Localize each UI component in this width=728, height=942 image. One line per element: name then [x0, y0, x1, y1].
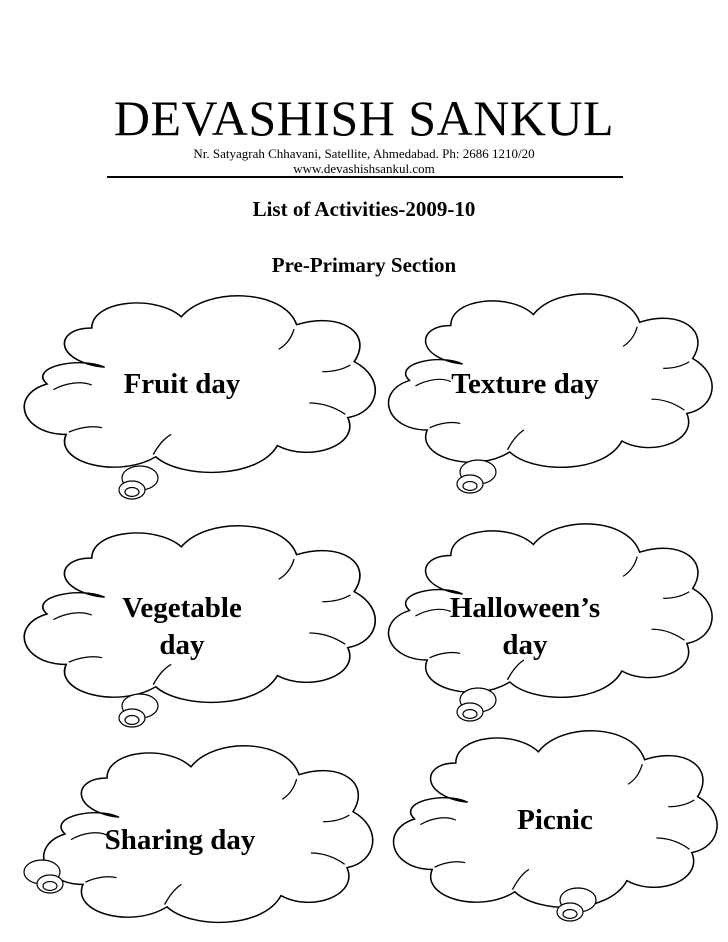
activity-texture-day: Texture day — [451, 368, 599, 400]
list-title: List of Activities-2009-10 — [252, 197, 476, 221]
activity-fruit-day: Fruit day — [123, 368, 241, 400]
activity-vegetable-line1: Vegetable — [122, 592, 242, 624]
activity-halloweens-line2: day — [502, 629, 548, 661]
activity-vegetable-line2: day — [159, 629, 205, 661]
activity-halloweens-line1: Halloween’s — [449, 592, 601, 624]
section-title: Pre-Primary Section — [271, 253, 457, 277]
activity-halloweens-day — [400, 590, 650, 664]
school-website: www.devashishsankul.com — [293, 161, 435, 176]
school-address: Nr. Satyagrah Chhavani, Satellite, Ahmedabad. Ph: 2686 1210/20 — [193, 146, 535, 161]
activity-picnic: Picnic — [517, 804, 593, 836]
activity-sharing-day: Sharing day — [104, 824, 256, 856]
activity-vegetable-day — [52, 590, 312, 664]
school-name: DEVASHISH SANKUL — [113, 90, 615, 146]
